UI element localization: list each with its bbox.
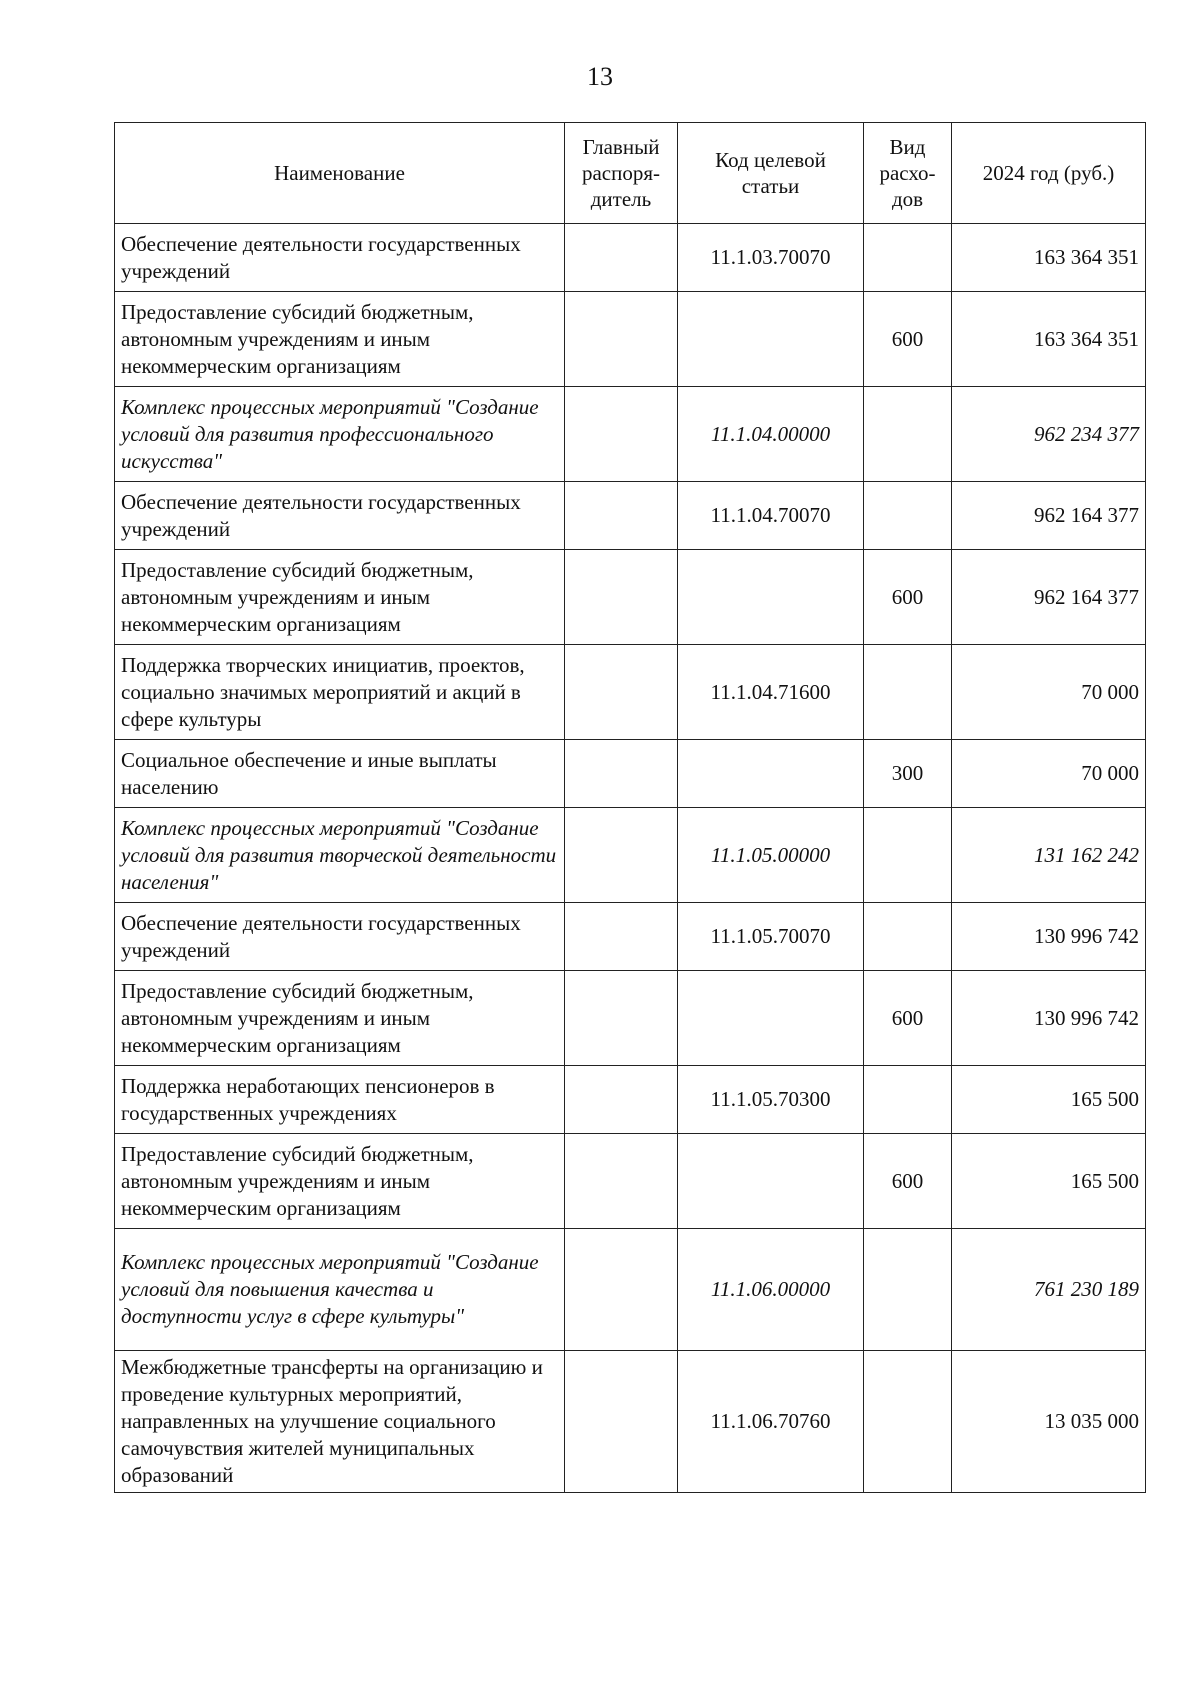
cell-amount: 163 364 351 <box>952 224 1146 292</box>
cell-target-code <box>678 740 864 808</box>
header-expense-type: Вид расхо-дов <box>864 123 952 224</box>
table-row <box>115 1351 1146 1493</box>
cell-expense-type: 600 <box>864 971 952 1066</box>
cell-amount: 130 996 742 <box>952 903 1146 971</box>
cell-target-code: 11.1.04.70070 <box>678 482 864 550</box>
cell-expense-type <box>864 645 952 740</box>
cell-name: Поддержка творческих инициатив, проектов, социально значимых мероприятий и акций в сфере культуры <box>115 645 565 740</box>
table-row <box>115 1134 1146 1229</box>
cell-expense-type <box>864 387 952 482</box>
cell-name: Предоставление субсидий бюджетным, автономным учреждениям и иным некоммерческим организациям <box>115 292 565 387</box>
cell-name: Предоставление субсидий бюджетным, автономным учреждениям и иным некоммерческим организациям <box>115 1134 565 1229</box>
cell-main-manager <box>565 1134 678 1229</box>
cell-target-code: 11.1.05.70300 <box>678 1066 864 1134</box>
cell-main-manager <box>565 1066 678 1134</box>
table-row <box>115 224 1146 292</box>
cell-amount: 70 000 <box>952 740 1146 808</box>
table-row <box>115 645 1146 740</box>
cell-target-code: 11.1.04.00000 <box>678 387 864 482</box>
cell-name: Поддержка неработающих пенсионеров в государственных учреждениях <box>115 1066 565 1134</box>
header-name: Наименование <box>115 123 565 224</box>
cell-name: Комплекс процессных мероприятий "Создание условий для повышения качества и доступности услуг в сфере культуры" <box>115 1229 565 1351</box>
cell-name: Обеспечение деятельности государственных учреждений <box>115 482 565 550</box>
cell-name: Комплекс процессных мероприятий "Создание условий для развития творческой деятельности населения" <box>115 808 565 903</box>
cell-name: Комплекс процессных мероприятий "Создание условий для развития профессионального искусства" <box>115 387 565 482</box>
cell-target-code <box>678 1134 864 1229</box>
cell-target-code <box>678 971 864 1066</box>
cell-expense-type <box>864 808 952 903</box>
cell-main-manager <box>565 808 678 903</box>
table-row <box>115 1066 1146 1134</box>
cell-main-manager <box>565 292 678 387</box>
cell-name: Обеспечение деятельности государственных учреждений <box>115 224 565 292</box>
cell-amount: 962 234 377 <box>952 387 1146 482</box>
cell-target-code: 11.1.06.00000 <box>678 1229 864 1351</box>
cell-expense-type <box>864 1229 952 1351</box>
cell-main-manager <box>565 224 678 292</box>
cell-target-code <box>678 550 864 645</box>
cell-name: Обеспечение деятельности государственных учреждений <box>115 903 565 971</box>
cell-amount: 761 230 189 <box>952 1229 1146 1351</box>
cell-expense-type <box>864 1351 952 1493</box>
cell-main-manager <box>565 1229 678 1351</box>
cell-expense-type <box>864 224 952 292</box>
cell-target-code: 11.1.03.70070 <box>678 224 864 292</box>
table-body <box>115 224 1146 1493</box>
cell-main-manager <box>565 645 678 740</box>
cell-amount: 165 500 <box>952 1134 1146 1229</box>
table-row <box>115 1229 1146 1351</box>
cell-target-code: 11.1.05.70070 <box>678 903 864 971</box>
cell-target-code <box>678 292 864 387</box>
table-row <box>115 903 1146 971</box>
cell-name: Предоставление субсидий бюджетным, автономным учреждениям и иным некоммерческим организациям <box>115 550 565 645</box>
cell-name: Социальное обеспечение и иные выплаты населению <box>115 740 565 808</box>
cell-expense-type: 600 <box>864 1134 952 1229</box>
cell-expense-type <box>864 482 952 550</box>
cell-amount: 962 164 377 <box>952 482 1146 550</box>
budget-table <box>114 122 1146 1493</box>
header-target-code: Код целевой статьи <box>678 123 864 224</box>
table-row <box>115 482 1146 550</box>
cell-target-code: 11.1.05.00000 <box>678 808 864 903</box>
cell-target-code: 11.1.04.71600 <box>678 645 864 740</box>
cell-expense-type <box>864 1066 952 1134</box>
cell-main-manager <box>565 550 678 645</box>
cell-main-manager <box>565 387 678 482</box>
cell-amount: 70 000 <box>952 645 1146 740</box>
cell-name: Предоставление субсидий бюджетным, автономным учреждениям и иным некоммерческим организациям <box>115 971 565 1066</box>
header-main-manager: Главный распоря-дитель <box>565 123 678 224</box>
cell-amount: 13 035 000 <box>952 1351 1146 1493</box>
table-row <box>115 740 1146 808</box>
header-amount-2024: 2024 год (руб.) <box>952 123 1146 224</box>
cell-amount: 130 996 742 <box>952 971 1146 1066</box>
cell-main-manager <box>565 1351 678 1493</box>
cell-amount: 962 164 377 <box>952 550 1146 645</box>
cell-expense-type <box>864 903 952 971</box>
table-row <box>115 387 1146 482</box>
cell-expense-type: 600 <box>864 292 952 387</box>
cell-amount: 163 364 351 <box>952 292 1146 387</box>
cell-expense-type: 600 <box>864 550 952 645</box>
cell-amount: 131 162 242 <box>952 808 1146 903</box>
table-row <box>115 971 1146 1066</box>
cell-expense-type: 300 <box>864 740 952 808</box>
cell-target-code: 11.1.06.70760 <box>678 1351 864 1493</box>
table-row <box>115 550 1146 645</box>
table-row <box>115 808 1146 903</box>
table-row <box>115 292 1146 387</box>
cell-main-manager <box>565 740 678 808</box>
cell-main-manager <box>565 482 678 550</box>
cell-main-manager <box>565 971 678 1066</box>
cell-amount: 165 500 <box>952 1066 1146 1134</box>
table-header <box>115 123 1146 224</box>
header-row <box>115 123 1146 224</box>
page-number: 13 <box>587 62 613 91</box>
cell-name: Межбюджетные трансферты на организацию и проведение культурных мероприятий, направленных на улучшение социального самочувствия жителей муниципальных образований <box>115 1351 565 1493</box>
cell-main-manager <box>565 903 678 971</box>
